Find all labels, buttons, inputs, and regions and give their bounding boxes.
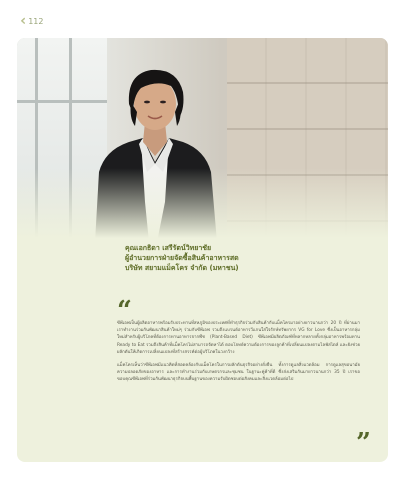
person-company: บริษัท สยามแม็คโคร จำกัด (มหาชน) [125,264,239,272]
person-position: ผู้อำนวยการฝ่ายจัดซื้อสินค้าอาหารสด [125,254,239,262]
testimonial-paragraph-2: แม็คโครเห็นว่าซีพีเอฟมีแนวคิดที่สอดคล้องกับแม็คโครในการผลักดันธุรกิจอย่างยั่งยืน ทั้งการดูแลสิ่งแวดล้อม การดูแลสุขอนามัย ความปลอดภัยของอาหาร และการทำงานร่วมกับเกษตรกรและชุมชน ในฐานะคู่ค้าที่ดี ซึ่งส่งเสริมกันมายาวนานกว่า 35 ปี เราขอขอบคุณซีพีเอฟที่ร่วมกันพัฒนาธุรกิจบนพื้นฐานของความรับผิดชอบต่อสังคมและสิ่งแวดล้อมต่อไป [117,363,360,383]
close-quote-mark: ” [356,428,368,458]
page-number-label: 112 [28,16,44,26]
person-name: คุณเอกธิดา เสรีรัตน์วิทยาชัย [125,244,212,252]
portrait-photo [17,38,388,238]
profile-card [17,38,388,462]
open-quote-mark: “ [117,296,129,326]
testimonial-text [117,320,360,390]
double-chevron-left-icon: ‹‹ [20,13,22,29]
page-number [20,14,43,28]
testimonial-paragraph-1: ซีพีเอฟเป็นผู้ผลิตอาหารพร้อมรับประทานที่สหภูมิของประเทศที่ทำธุรกิจร่วมกับสินค้ากับแม็คโครมาอย่างยาวนานกว่า 20 ปี ที่ผ่านมาเราทำงานร่วมกันพัฒนาสินค้าใหม่ๆ ร่วมกับซีพีเอฟ รวมถึงแบรนด์อาหารวีแกนใส่ใจรักษ์ทรัพยากร VG for Love ซึ่งเป็นอาหารกลุ่มใหม่สำหรับผู้บริโภคที่ต้องการทานอาหารจากพืช (Plant-Based Diet) ซีพีเอฟมีผลิตภัณฑ์ที่หลากหลายทั้งกลุ่มอาหารพร้อมทาน Ready to Eat รวมถึงสินค้าที่แม็คโครไม่สามารถจัดหาได้ ตอบโจทย์ความต้องการของลูกค้าที่เปลี่ยนแปลงตามไลฟ์สไตล์ และยังช่วยผลักดันให้เกิดการเปลี่ยนแปลงที่สร้างสรรค์ต่อผู้บริโภคในวงกว้าง [117,321,360,355]
name-block [125,243,355,273]
